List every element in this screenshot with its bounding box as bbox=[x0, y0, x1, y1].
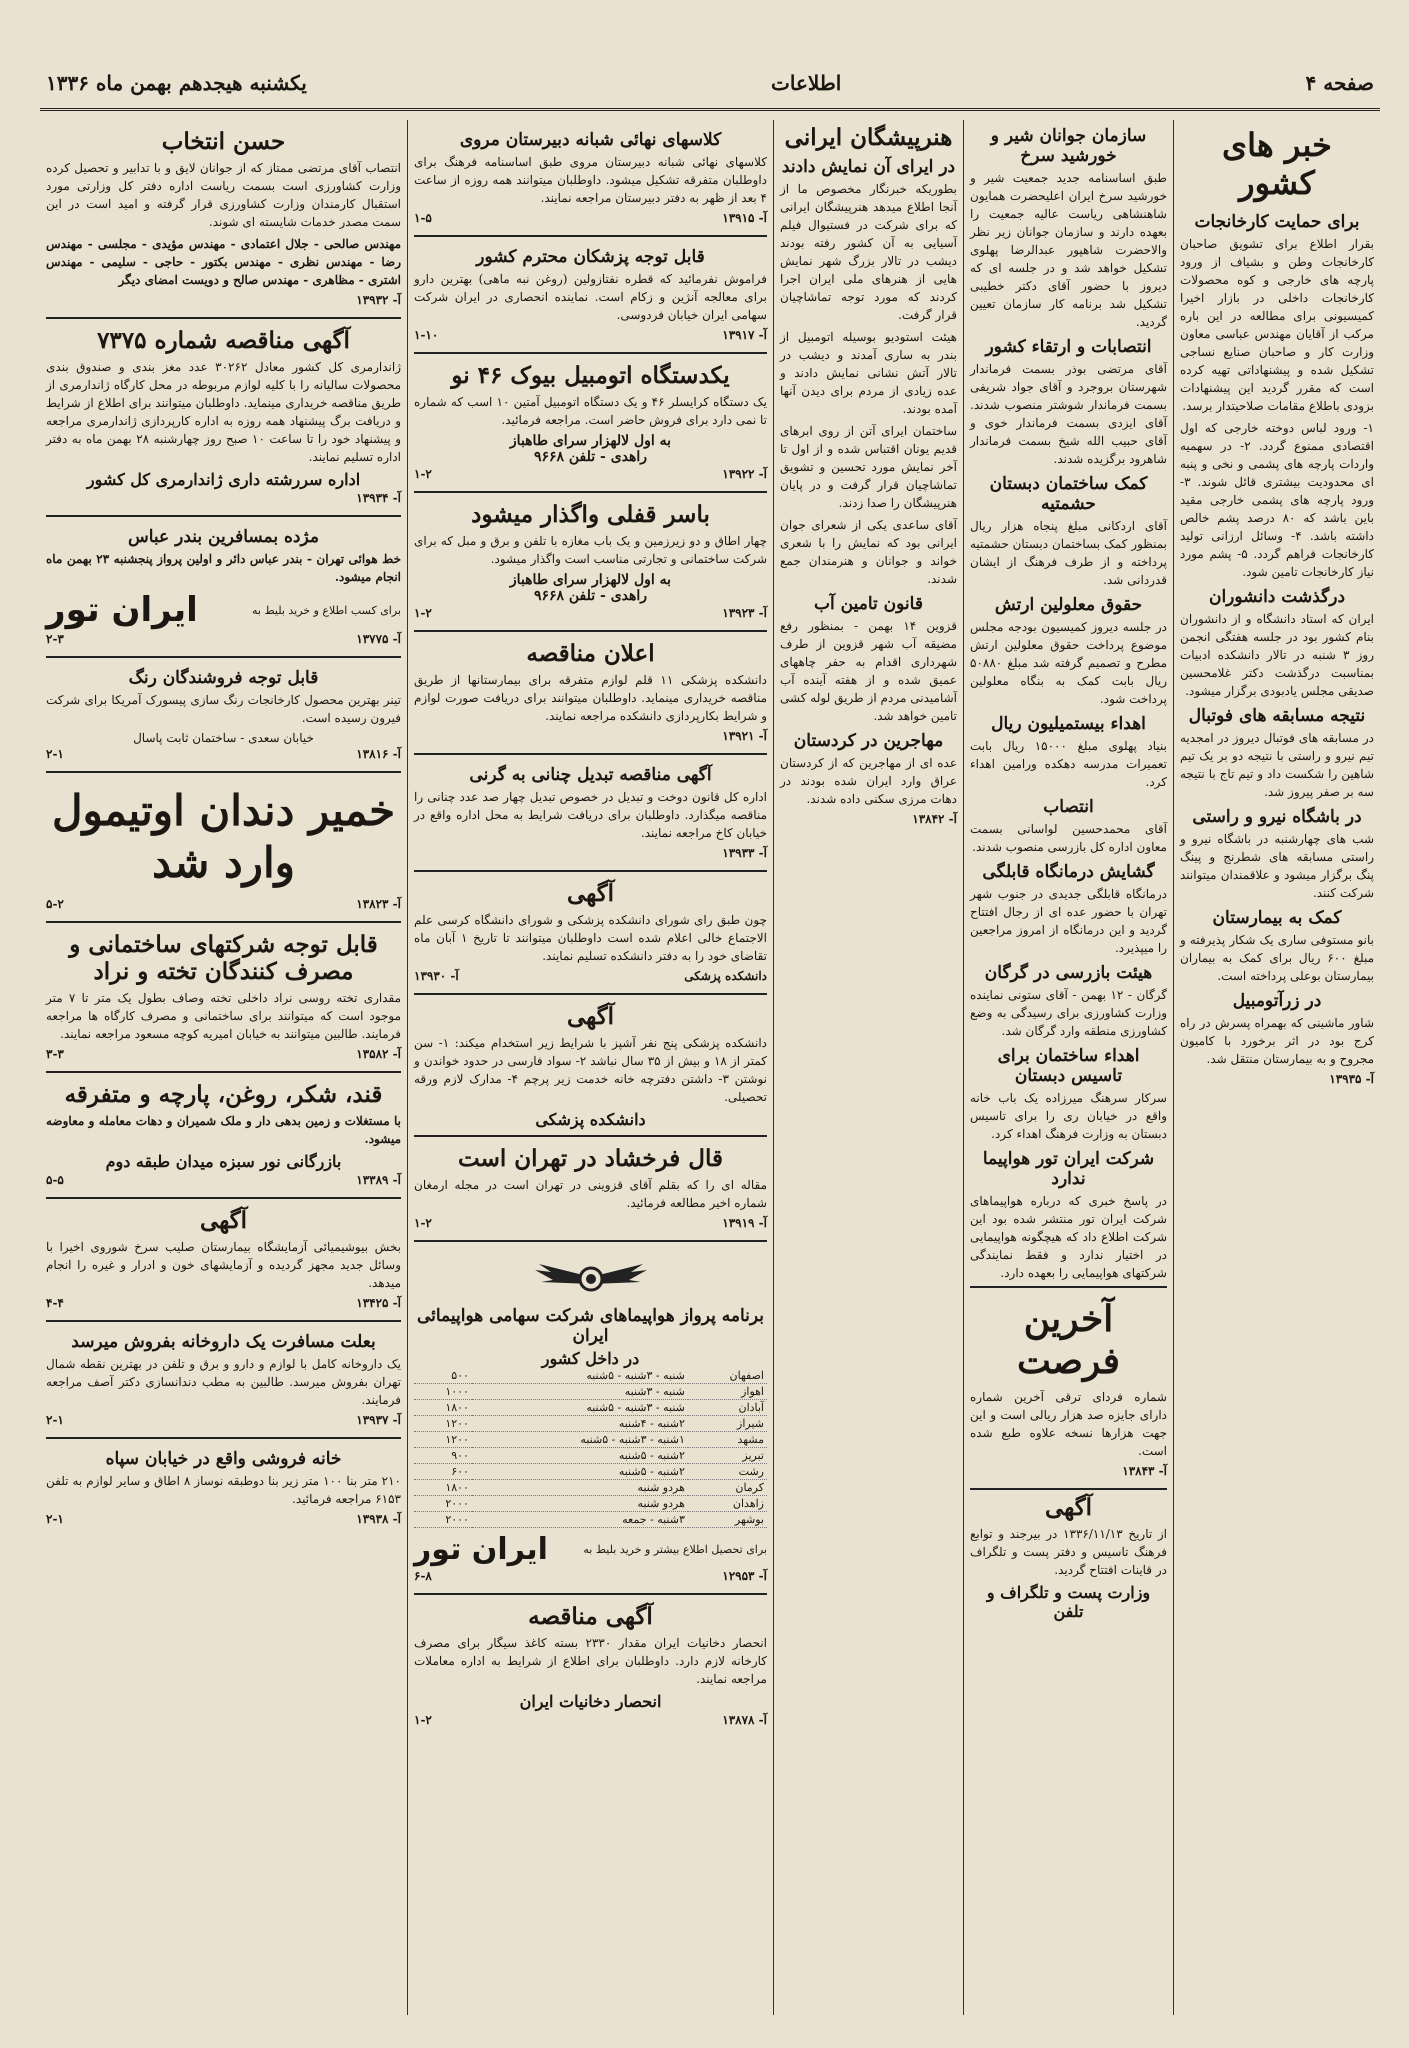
ad-title: قابل توجه شرکتهای ساختمانی و مصرف کنندگان تخته و نراد bbox=[69, 931, 378, 985]
ad-block bbox=[414, 872, 767, 995]
ad-block bbox=[414, 632, 767, 755]
flight-schedule bbox=[414, 1242, 767, 1595]
schedule-price: ۵۰۰ bbox=[414, 1368, 472, 1384]
article-body: عده ای از مهاجرین که از کردستان عراق وارد ایران شده بودند در دهات مرزی سکنی داده شدند. bbox=[780, 756, 957, 806]
schedule-days: شنبه - ۳شنبه bbox=[472, 1384, 688, 1400]
article-heading: هیئت بازرسی در گرگان bbox=[984, 963, 1153, 983]
ad-code: آ- ۱۳۹۲۲ ۱-۲ bbox=[414, 467, 767, 481]
ad-block bbox=[46, 923, 401, 1073]
schedule-row bbox=[414, 1512, 767, 1528]
ad-address: خیابان سعدی - ساختمان ثابت پاسال bbox=[133, 731, 314, 745]
article-heading: برای حمایت کارخانجات bbox=[1194, 212, 1360, 232]
ad-body: ۲۱۰ متر بنا ۱۰۰ متر زیر بنا دوطبقه نوساز ۸ اطاق و سایر لوازم به تلفن ۶۱۵۳ مراجعه فرمائید. bbox=[46, 1474, 401, 1506]
ad-title: آگهی bbox=[1044, 1494, 1093, 1521]
ad-body: شماره فردای ترقی آخرین شماره دارای جایزه صد هزار ریالی است و این جهت هزارها نسخه علاوه طبع شده است. bbox=[970, 1390, 1167, 1458]
ad-code: آ- ۱۳۹۳۴ bbox=[356, 491, 401, 505]
article-heading: مهاجرین در کردستان bbox=[793, 731, 944, 751]
article-body: آقای محمدحسین لواسانی بسمت معاون اداره کل بازرسی منصوب شدند. bbox=[970, 822, 1167, 854]
article-heading: نتیجه مسابقه های فوتبال bbox=[1188, 706, 1366, 726]
ad-block bbox=[414, 354, 767, 493]
ad-body: با مستغلات و زمین بدهی دار و ملک شمیران و دهات معامله و معاوضه میشود. bbox=[46, 1114, 401, 1146]
ad-code: آ- ۱۳۹۲۱ bbox=[722, 729, 767, 743]
ad-code: آ- ۱۳۸۴۲ bbox=[912, 812, 957, 826]
ad-block bbox=[46, 1439, 401, 1536]
ad-block bbox=[414, 1595, 767, 1737]
article-body: بطوریکه خبرنگار مخصوص ما از آنجا اطلاع میدهد هنرپیشگان ایرانی که برای شرکت در فستیوال فیلم آسیایی به آن کشور رفته بودند دیشب در تالار بزرگ شهر نمایش هایی از هنرهای ملی ایران اجرا کردند که مورد توجه تماشاچیان قرار گرفت. bbox=[780, 182, 957, 322]
column-national-news bbox=[1173, 120, 1380, 2015]
ad-title: بعلت مسافرت یک داروخانه بفروش میرسد bbox=[71, 1332, 376, 1352]
ad-code: آ- ۱۳۷۷۵ ۲-۳ bbox=[46, 632, 401, 646]
schedule-city: زاهدان bbox=[688, 1496, 767, 1512]
ad-code: آ- ۱۳۹۳۵ bbox=[1329, 1072, 1374, 1086]
article-body: ساختمان ایرای آتن از روی ابرهای قدیم یونان اقتباس شده و از اول تا آخر نمایش مورد تحسین و تشویق تماشاچیان قرار گرفت و در پایان هنرپیشگان را صدا زدند. bbox=[780, 424, 957, 510]
schedule-days: ۳شنبه - جمعه bbox=[472, 1512, 688, 1528]
ad-code: آ- ۱۳۸۱۶ ۲-۱ bbox=[46, 747, 401, 761]
ad-block bbox=[414, 120, 767, 237]
ad-block bbox=[414, 755, 767, 872]
ad-body: دانشکده پزشکی پنج نفر آشپز با شرایط زیر استخدام میکند: ۱- سن کمتر از ۱۸ و بیش از ۳۵ سال نباشد ۲- سواد فارسی در حدود خواندن و نوشتن ۳- داشتن دفترچه خانه خدمت زیر پرچم ۴- مدارک لازم ورقه تحصیلی. bbox=[414, 1036, 768, 1104]
schedule-row bbox=[414, 1416, 767, 1432]
ad-block bbox=[414, 237, 767, 354]
ad-body: یک داروخانه کامل با لوازم و دارو و برق و تلفن در بهترین نقطه شمال تهران بفروش میرسد. طالبین به مطب دندانسازی دکتر آصف مراجعه فرمایند. bbox=[46, 1357, 401, 1407]
schedule-city: تبریز bbox=[688, 1448, 767, 1464]
article-body: ۱- ورود لباس دوخته خارجی که اول اقتصادی ممنوع گردد. ۲- در سهمیه واردات پارچه های پشمی و نخی و پنبه ای محدودیت بیشتری قائل شوند. ۳- ورود پارچه های پشمی خارجی مقید باین باشد که ۸۰ درصد پشم خالص داشته باشد. ۴- وسائل ارزانی تولید کارخانجات فراهم گردد. ۵- پشم مورد نیاز کارخانجات تامین شود. bbox=[1180, 421, 1374, 579]
ad-code: دانشکده پزشکی آ- ۱۳۹۳۰ bbox=[414, 969, 767, 983]
column-ads-1 bbox=[407, 120, 773, 2015]
ad-body: ژاندارمری کل کشور معادل ۳۰۲۶۲ عدد مغز بندی و صندوق بندی محصولات سالیانه را با کلیه لوازم مربوطه در محل کارگاه ژاندارمری از طریق مناقصه خریداری مینماید. داوطلبان میتوانند برای اطلاع از شرایط و دریافت برگ پیشنهاد همه روزه به اداره کارپردازی ژاندارمری مراجعه و پیشنهاد خود را تا ساعت ۱۰ صبح روز چهارشنبه ۲۸ بهمن ماه به دفتر اداره تسلیم نمایند. bbox=[46, 360, 402, 464]
ad-code: آ- ۱۳۹۳۸ ۲-۱ bbox=[46, 1512, 401, 1526]
article-body: درمانگاه قابلگی جدیدی در جنوب شهر تهران با حضور عده ای از رجال افتتاح گردید و این درمانگاه از امروز مراجعین را میپذیرد. bbox=[970, 887, 1167, 955]
ad-code: آ- ۱۳۹۱۹ ۱-۲ bbox=[414, 1216, 767, 1230]
article-body: گرگان - ۱۲ بهمن - آقای ستونی نماینده وزارت کشاورزی برای رسیدگی به وضع کشاورزی منطقه وارد گرگان شد. bbox=[970, 988, 1168, 1038]
article-heading: درگذشت دانشوران bbox=[1208, 587, 1346, 607]
schedule-days: هردو شنبه bbox=[472, 1480, 688, 1496]
ad-address: به اول لالهزار سرای طاهباز bbox=[509, 433, 672, 449]
schedule-city: اصفهان bbox=[688, 1368, 767, 1384]
ad-block bbox=[46, 517, 401, 658]
airline-emblem-icon bbox=[414, 1254, 767, 1300]
article-body: طبق اساسنامه جدید جمعیت شیر و خورشید سرخ ایران اعلیحضرت همایون شاهنشاهی ریاست عالیه جمعیت را بعهده دارند و سازمان جوانان زیر نظر والاحضرت شاهپور عبدالرضا پهلوی تشکیل خواهد شد و در جلسه ای که دیروز با حضور آقای دکتر خطیبی تشکیل شد برنامه کار سازمان تعیین گردید. bbox=[970, 171, 1167, 329]
ad-title: حسن انتخاب bbox=[161, 128, 286, 155]
ad-body: اداره کل قانون دوخت و تبدیل در خصوص تبدیل چهار صد عدد چنانی را مناقصه میگذارد. داوطلبان برای دریافت شرایط به محل اداره واقع در خیابان کاخ مراجعه نمایند. bbox=[414, 790, 767, 840]
schedule-city: مشهد bbox=[688, 1432, 767, 1448]
ad-code: آ- ۱۳۹۳۷ ۲-۱ bbox=[46, 1413, 401, 1427]
schedule-subtitle: در داخل کشور bbox=[541, 1349, 640, 1368]
article-heading: قانون تامین آب bbox=[814, 594, 923, 614]
ad-body: تینر بهترین محصول کارخانجات رنگ سازی پیسورک آمریکا برای شرکت فیرون رسیده است. bbox=[46, 693, 401, 725]
article-body: در پاسخ خبری که درباره هواپیماهای شرکت ایران تور منتشر شده بود این شرکت اطلاع داد که هیچگونه هواپیمایی در اختیار ندارد و فقط نمایندگی شرکتهای هواپیمایی را بعهده دارد. bbox=[970, 1194, 1167, 1280]
ad-code: آ- ۱۳۹۱۷ ۱-۱۰ bbox=[414, 328, 767, 342]
section-title: خبر های کشور bbox=[1222, 126, 1332, 202]
schedule-city: آبادان bbox=[688, 1400, 767, 1416]
ad-title: قند، شکر، روغن، پارچه و متفرقه bbox=[64, 1081, 383, 1108]
schedule-city: کرمان bbox=[688, 1480, 767, 1496]
ad-code: آ- ۱۳۸۴۳ bbox=[1122, 1464, 1167, 1478]
ad-title: اعلان مناقصه bbox=[526, 640, 655, 667]
schedule-row bbox=[414, 1368, 767, 1384]
article-heading: سازمان جوانان شیر و خورشید سرخ bbox=[990, 126, 1147, 166]
ad-body: انحصار دخانیات ایران مقدار ۲۳۳۰ بسته کاغذ سیگار برای مصرف کارخانه لازم دارد. داوطلبان برای اطلاع از شرایط به اداره معاملات مراجعه نمایند. bbox=[414, 1636, 768, 1686]
ad-block bbox=[46, 319, 401, 517]
article-heading: اهداء ساختمان برای تاسیس دبستان bbox=[997, 1046, 1140, 1086]
article-body: بانو مستوفی ساری یک شکار پذیرفته و مبلغ ۶۰۰ ریال برای کمک به بیماران بیمارستان بوعلی پرداخته است. bbox=[1180, 933, 1374, 983]
ad-signature: انحصار دخانیات ایران bbox=[519, 1692, 662, 1711]
ad-address: به اول لالهزار سرای طاهباز bbox=[509, 572, 672, 588]
ad-title: آگهی مناقصه شماره ۷۳۷۵ bbox=[97, 327, 350, 354]
ad-title: آگهی مناقصه تبدیل چنانی به گرنی bbox=[469, 765, 712, 785]
schedule-table bbox=[414, 1368, 767, 1528]
ad-body: از تاریخ ۱۳۳۶/۱۱/۱۳ در بیرجند و توابع فرهنگ تاسیس و دفتر پست و تلگراف در قاینات افتتاح گردید. bbox=[970, 1527, 1167, 1577]
article-heading: انتصابات و ارتقاء کشور bbox=[985, 337, 1152, 357]
ad-title: خانه فروشی واقع در خیابان سپاه bbox=[105, 1449, 342, 1469]
article-heading: حقوق معلولین ارتش bbox=[994, 595, 1143, 615]
schedule-row bbox=[414, 1480, 767, 1496]
article-heading: اهداء بیستمیلیون ریال bbox=[991, 714, 1146, 734]
schedule-days: شنبه - ۳شنبه - ۵شنبه bbox=[472, 1400, 688, 1416]
ad-code: آ- ۱۳۹۲۳ ۱-۲ bbox=[414, 606, 767, 620]
ad-title: آگهی bbox=[566, 880, 615, 907]
ad-title: آگهی bbox=[566, 1003, 615, 1030]
article-heading: کمک ساختمان دبستان حشمتیه bbox=[989, 474, 1148, 514]
schedule-row bbox=[414, 1464, 767, 1480]
article-body: سرکار سرهنگ میرزاده یک باب خانه واقع در خیابان ری را برای تاسیس دبستان به وزارت فرهنگ اهداء کرد. bbox=[970, 1091, 1167, 1141]
ad-code: آ- ۱۳۹۳۲ bbox=[356, 293, 401, 307]
ad-title: قابل توجه پزشکان محترم کشور bbox=[476, 247, 705, 267]
schedule-price: ۶۰۰ bbox=[414, 1464, 472, 1480]
ad-body: مقاله ای را که بقلم آقای قزوینی در تهران است در مجله ارمغان شماره اخیر مطالعه فرمائید. bbox=[414, 1178, 767, 1210]
schedule-row bbox=[414, 1432, 767, 1448]
article-body: ایران که استاد دانشگاه و از دانشوران بنام کشور بود در جلسه هفتگی انجمن روز ۳ شنبه در تالار دانشکده ادبیات بمناسبت درگذشت دکتر غلامحسین صدیقی مجلس یادبودی برگزار میشود. bbox=[1180, 612, 1374, 698]
ad-body: چهار اطاق و دو زیرزمین و یک باب مغازه با تلفن و برق و مبل که برای شرکت ساختمانی و تجارتی مناسب است واگذار میشود. bbox=[414, 534, 767, 566]
article-body: قزوین ۱۴ بهمن - بمنظور رفع مضیقه آب شهر قزوین از طرف شهرداری اقدام به حفر چاههای عمیق شده و از هفته آینده آب آشامیدنی مردم از طریق لوله کشی تامین خواهد شد. bbox=[780, 619, 957, 723]
masthead bbox=[40, 58, 1380, 111]
ad-code: آ- ۱۳۸۷۸ ۱-۲ bbox=[414, 1713, 767, 1727]
ad-block bbox=[414, 493, 767, 632]
ad-body: یک دستگاه کرایسلر ۴۶ و یک دستگاه اتومبیل آمتین ۱۰ اسب که شماره تا نمی دارد برای فروش حاضر است. مراجعه فرمائید. bbox=[414, 395, 768, 427]
article-heading: هنرپیشگان ایرانی bbox=[784, 124, 953, 151]
schedule-price: ۱۸۰۰ bbox=[414, 1480, 472, 1496]
schedule-row bbox=[414, 1384, 767, 1400]
iran-tour-logo: ایران تور bbox=[46, 590, 198, 630]
schedule-city: بوشهر bbox=[688, 1512, 767, 1528]
ad-block bbox=[414, 995, 767, 1137]
ad-signature: وزارت پست و تلگراف و تلفن bbox=[986, 1583, 1151, 1621]
article-heading: کمک به بیمارستان bbox=[1212, 908, 1342, 928]
ad-body: دانشکده پزشکی ۱۱ قلم لوازم متفرقه برای بیمارستانها از طریق مناقصه خریداری مینماید. داوطلبان میتوانند برای دریافت صورت لوازم و شرایط بکارپردازی دانشکده مراجعه نمایند. bbox=[414, 673, 767, 723]
paper-name: اطلاعات bbox=[771, 71, 842, 95]
ad-phone: راهدی - تلفن ۹۶۶۸ bbox=[533, 449, 648, 465]
article-heading: در زرآتومبیل bbox=[1232, 991, 1322, 1011]
ad-title: باسر قفلی واگذار میشود bbox=[471, 501, 710, 528]
issue-date: یکشنبه هیجدهم بهمن ماه ۱۳۳۶ bbox=[46, 71, 307, 95]
ad-title: یکدستگاه اتومبیل بیوک ۴۶ نو bbox=[451, 362, 730, 389]
article-body: هیئت استودیو بوسیله اتومبیل از بندر به ساری آمدند و دیشب در تالار آتش نشانی نمایش دادند و عده زیادی از مردم برای دیدن آنها آمده بودند. bbox=[780, 330, 957, 416]
ad-block bbox=[46, 1199, 401, 1322]
column-news-2 bbox=[963, 120, 1173, 2015]
ad-title: آگهی مناقصه bbox=[528, 1603, 653, 1630]
ad-code: آ- ۱۳۴۲۵ ۴-۴ bbox=[46, 1296, 401, 1310]
ad-block bbox=[46, 1322, 401, 1439]
page-number: صفحه ۴ bbox=[1305, 71, 1374, 95]
schedule-price: ۱۰۰۰ bbox=[414, 1384, 472, 1400]
ad-body: فراموش نفرمائید که قطره نفتازولین (روغن نبه ماهی) بهترین دارو برای معالجه آنژین و زکام است. نماینده انحصاری در ایران شرکت سهامی ایران خیابان فردوسی. bbox=[414, 272, 767, 322]
ad-code: آ- ۱۳۵۸۲ ۳-۳ bbox=[46, 1047, 401, 1061]
ad-title-last-chance: آخرین فرصت bbox=[1017, 1298, 1120, 1382]
schedule-title: برنامه پرواز هواپیماهای شرکت سهامی هواپیمائی ایران bbox=[416, 1306, 765, 1346]
article-body: شب های چهارشنبه در باشگاه نیرو و راستی مسابقه های شطرنج و پینگ پنگ برگزار میشود و علاقمندان میتوانند شرکت کنند. bbox=[1180, 832, 1374, 900]
schedule-row bbox=[414, 1448, 767, 1464]
ad-code: آ- ۱۳۸۲۳ ۵-۲ bbox=[46, 897, 401, 911]
article-body: بقرار اطلاع برای تشویق صاحبان کارخانجات وطن و بشیاف از ورود پارچه های خارجی و کوه محصولات کارخانجات داخلی در بازار اخیرا کمیسیونی برای مطالعه در این باره مرکب از آقایان مهندس عباسی معاون وزارت کار و صاحبان صنایع نساجی تشکیل شده و پیشنهاداتی تهیه کرده است که مقرر گردید این پیشنهادات بزودی باطلاع مقامات صلاحیتدار برسد. bbox=[1180, 237, 1374, 413]
schedule-days: ۱شنبه - ۳شنبه - ۵شنبه bbox=[472, 1432, 688, 1448]
schedule-row bbox=[414, 1496, 767, 1512]
schedule-days: شنبه - ۳شنبه - ۵شنبه bbox=[472, 1368, 688, 1384]
ad-body: کلاسهای نهائی شبانه دبیرستان مروی طبق اساسنامه فرهنگ برای داوطلبان متفرقه تشکیل میشود. داوطلبان میتوانند همه روزه از ساعت ۴ بعد از ظهر به دفتر دبیرستان مراجعه نمایند. bbox=[414, 155, 767, 205]
article-subheading: در ایرای آن نمایش دادند bbox=[781, 157, 956, 177]
schedule-price: ۲۰۰۰ bbox=[414, 1496, 472, 1512]
schedule-days: ۲شنبه - ۵شنبه bbox=[472, 1448, 688, 1464]
iran-tour-logo: ایران تور bbox=[414, 1532, 548, 1567]
column-ads-2 bbox=[40, 120, 407, 2015]
schedule-note: برای تحصیل اطلاع بیشتر و خرید بلیط به bbox=[583, 1543, 767, 1556]
ad-address: بازرگانی نور سبزه میدان طبقه دوم bbox=[105, 1152, 342, 1171]
schedule-price: ۱۲۰۰ bbox=[414, 1416, 472, 1432]
article-heading: گشایش درمانگاه قابلگی bbox=[982, 862, 1155, 882]
schedule-city: شیراز bbox=[688, 1416, 767, 1432]
ad-signature: دانشکده پزشکی bbox=[535, 1110, 646, 1129]
schedule-days: هردو شنبه bbox=[472, 1496, 688, 1512]
ad-signatories: مهندس صالحی - جلال اعتمادی - مهندس مؤیدی - مجلسی - مهندس رضا - مهندس نظری - مهندس بکتور - حاجی - سلیمی - مهندس اشتری - مظاهری - مهندس صالح و دویست امضای دیگر bbox=[46, 237, 401, 287]
ad-body: بخش بیوشیمیائی آزمایشگاه بیمارستان صلیب سرخ شوروی اخیرا با وسائل جدید مجهز گردیده و آزمایشهای خون و ادرار و غیره را انجام میدهد. bbox=[46, 1240, 401, 1290]
ad-code: آ- ۱۳۳۸۹ ۵-۵ bbox=[46, 1173, 401, 1187]
schedule-days: ۲شنبه - ۴شنبه bbox=[472, 1416, 688, 1432]
schedule-price: ۱۸۰۰ bbox=[414, 1400, 472, 1416]
article-body: آقای اردکانی مبلغ پنجاه هزار ریال بمنظور کمک بساختمان دبستان حشمتیه پرداخته و از طرف فرهنگ از ایشان قدردانی شد. bbox=[970, 519, 1167, 587]
ad-code: آ- ۱۳۹۱۵ ۱-۵ bbox=[414, 211, 767, 225]
article-body: آقای ساعدی یکی از شعرای جوان ایرانی بود که نمایش را با شعری خواند و جوانان و هنرمندان جمع شدند. bbox=[780, 518, 957, 586]
ad-title: مژده بمسافرین بندر عباس bbox=[127, 527, 319, 547]
article-heading: در باشگاه نیرو و راستی bbox=[1192, 807, 1362, 827]
ad-title: قال فرخشاد در تهران است bbox=[458, 1145, 723, 1172]
ad-body: چون طبق رای شورای دانشکده پزشکی و شورای دانشگاه کرسی علم الاجتماع خالی اعلام شده است داوطلبان میتوانند تا تاریخ ۱ آبان ماه تقاضای خود را به دفتر دانشکده تسلیم نمایند. bbox=[414, 913, 767, 963]
article-body: بنیاد پهلوی مبلغ ۱۵۰۰۰ ریال بابت تعمیرات مدرسه دهکده ورامین اهداء کرد. bbox=[970, 739, 1167, 789]
article-body: آقای مرتضی بوذر بسمت فرماندار شهرستان بروجرد و آقای جواد شریفی بسمت فرماندار شوشتر منصوب شدند. آقای ایزدی بسمت فرماندار خوی و آقای حبیب الله شیخ بسمت فرماندار شاهرود برگزیده شدند. bbox=[970, 362, 1167, 466]
ad-body: خط هوائی تهران - بندر عباس دائر و اولین پرواز پنجشنبه ۲۳ بهمن ماه انجام میشود. bbox=[46, 552, 401, 584]
ad-body: مقداری تخته روسی نراد داخلی تخته وصاف بطول یک متر تا ۷ متر موجود است که میتوانند برای ساختمانی و مصرف کارگاه ها مراجعه فرمایند. طالبین میتوانند به خیابان امیریه کوچه مسعود مراجعه نمایند. bbox=[46, 991, 402, 1041]
schedule-row bbox=[414, 1400, 767, 1416]
article-body: در مسابقه های فوتبال دیروز در امجدیه تیم نیرو و راستی با نتیجه دو بر یک تیم شاهین را شکست داد و تیم تاج با نتیجه سه بر صفر پیروز شد. bbox=[1180, 731, 1374, 799]
toothpaste-brand: خمیر دندان اوتیمول وارد شد bbox=[51, 786, 396, 887]
ad-block bbox=[414, 1137, 767, 1242]
schedule-city: رشت bbox=[688, 1464, 767, 1480]
schedule-price: ۱۲۰۰ bbox=[414, 1432, 472, 1448]
ad-block bbox=[46, 773, 401, 923]
ad-title: کلاسهای نهائی شبانه دبیرستان مروی bbox=[459, 130, 722, 150]
ad-code: آ- ۱۳۹۳۳ bbox=[722, 846, 767, 860]
ad-title: آگهی bbox=[199, 1207, 248, 1234]
ad-code: آ- ۱۲۹۵۳ ۶-۸ bbox=[414, 1569, 767, 1583]
column-news-3 bbox=[773, 120, 963, 2015]
ad-title: قابل توجه فروشندگان رنگ bbox=[128, 668, 319, 688]
ad-block bbox=[46, 658, 401, 773]
schedule-price: ۹۰۰ bbox=[414, 1448, 472, 1464]
article-heading: انتصاب bbox=[1043, 797, 1094, 817]
article-body: شاور ماشینی که بهمراه پسرش در راه کرج بود در اثر برخورد با کامیون مجروح و به بیمارستان منتقل شد. bbox=[1180, 1016, 1374, 1066]
ad-signature: اداره سررشته داری ژاندارمری کل کشور bbox=[86, 470, 361, 489]
schedule-city: اهواز bbox=[688, 1384, 767, 1400]
ad-note: برای کسب اطلاع و خرید بلیط به bbox=[251, 603, 401, 617]
ad-body: انتصاب آقای مرتضی ممتاز که از جوانان لایق و با تدابیر و تحصیل کرده وزارت کشاورزی است بسمت ریاست اداره دفتر کل وزارتی مورد استقبال کارمندان وزارت کشاورزی قرار گرفته و امید است در این سمت مصدر خدمات شایسته ای شوند. bbox=[46, 161, 401, 229]
ad-block bbox=[46, 120, 401, 319]
article-heading: شرکت ایران تور هواپیما ندارد bbox=[982, 1149, 1155, 1189]
ad-phone: راهدی - تلفن ۹۶۶۸ bbox=[533, 588, 648, 604]
ad-block bbox=[46, 1073, 401, 1199]
article-body: در جلسه دیروز کمیسیون بودجه مجلس موضوع پرداخت حقوق معلولین ارتش مطرح و تصمیم گرفته شد مبلغ ۵۰۸۸۰ ریال بابت کمک به بنگاه معلولین پرداخت شود. bbox=[970, 620, 1167, 706]
schedule-price: ۲۰۰۰ bbox=[414, 1512, 472, 1528]
schedule-days: ۲شنبه - ۵شنبه bbox=[472, 1464, 688, 1480]
